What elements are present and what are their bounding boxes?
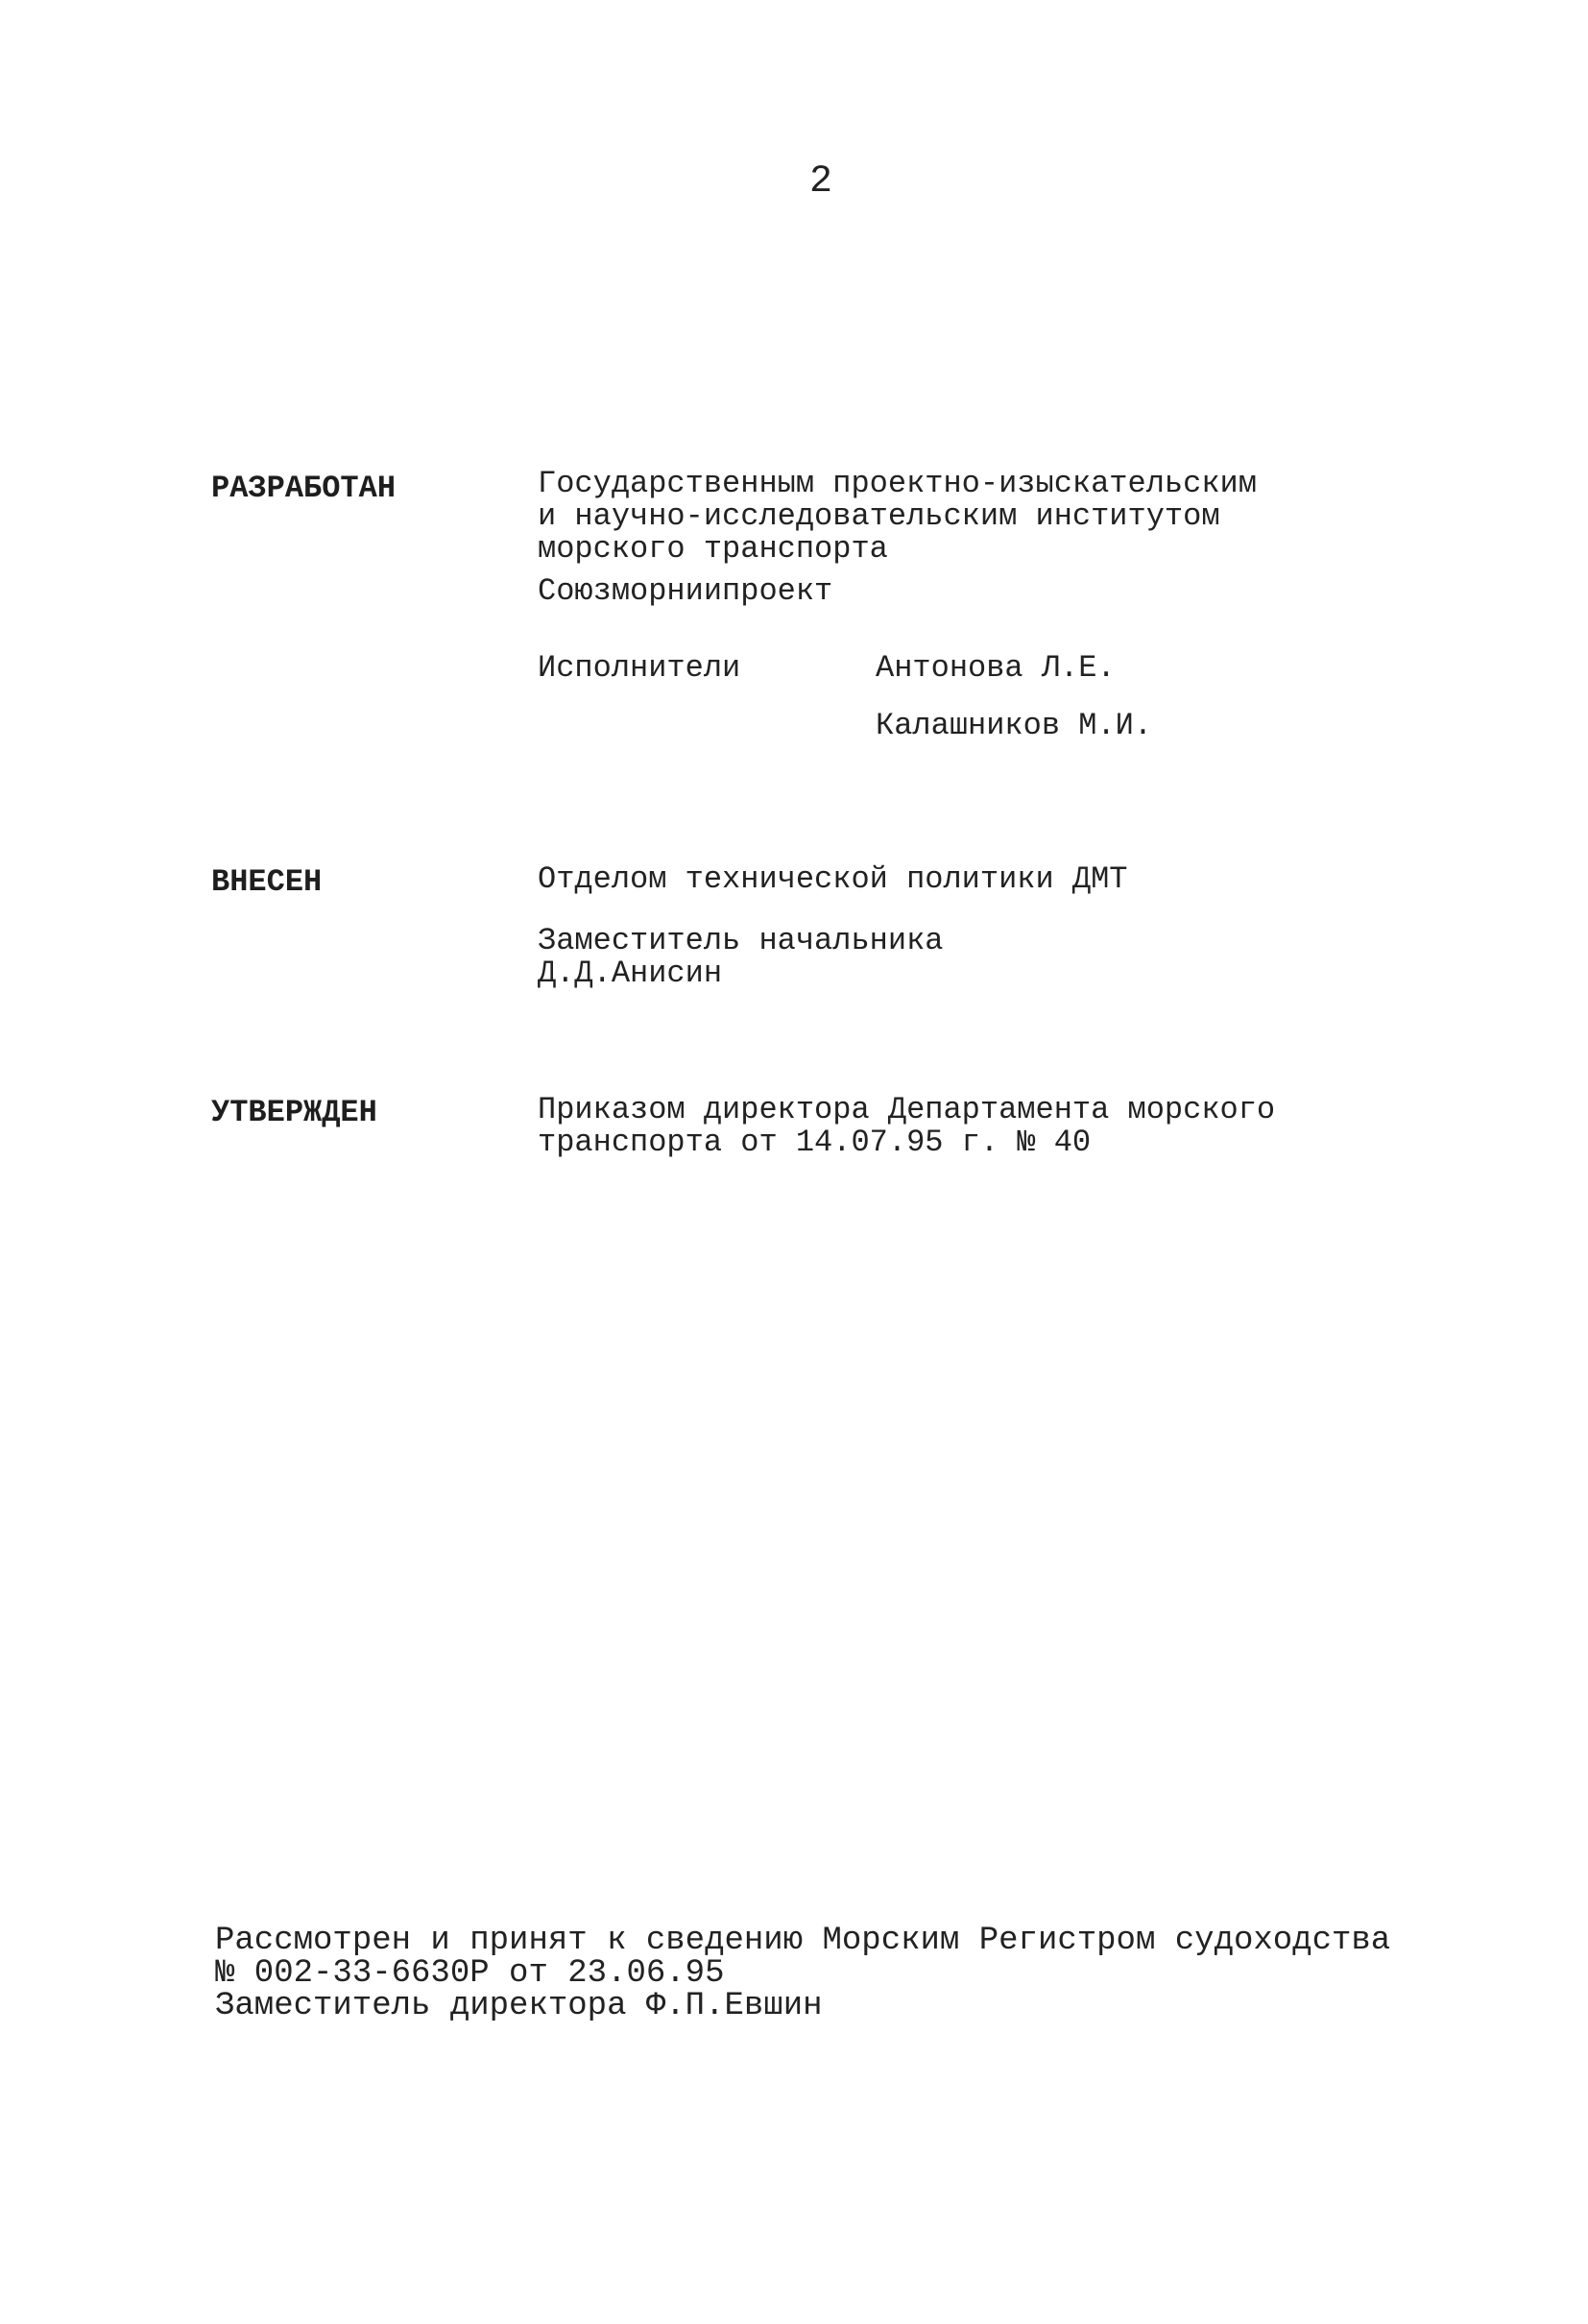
introduced-dept: Отделом технической политики ДМТ <box>538 861 1128 897</box>
introduced-position-line-1: Заместитель начальника <box>538 923 944 958</box>
approved-line-1: Приказом директора Департамента морского <box>538 1092 1276 1127</box>
developed-org-line-1: Государственным проектно-изыскательским <box>538 466 1257 501</box>
introduced-label: ВНЕСЕН <box>211 864 323 900</box>
executor-1: Антонова Л.Е. <box>876 650 1116 686</box>
registry-note-line-1: Рассмотрен и принят к сведению Морским Регистром судоходства <box>215 1923 1391 1959</box>
registry-note-line-2: № 002-33-6630Р от 23.06.95 <box>215 1955 725 1992</box>
approved-label: УТВЕРЖДЕН <box>211 1095 377 1130</box>
developed-org-name: Союзморниипроект <box>538 573 833 609</box>
developed-label: РАЗРАБОТАН <box>211 471 397 506</box>
introduced-position-line-2: Д.Д.Анисин <box>538 956 723 991</box>
page-number: 2 <box>809 160 833 204</box>
developed-org-line-2: и научно-исследовательским институтом <box>538 498 1220 534</box>
executors-label: Исполнители <box>538 650 741 686</box>
approved-line-2: транспорта от 14.07.95 г. № 40 <box>538 1125 1092 1160</box>
developed-org-line-3: морского транспорта <box>538 531 888 567</box>
executor-2: Калашников М.И. <box>876 708 1153 743</box>
registry-note-line-3: Заместитель директора Ф.П.Евшин <box>215 1988 823 2024</box>
